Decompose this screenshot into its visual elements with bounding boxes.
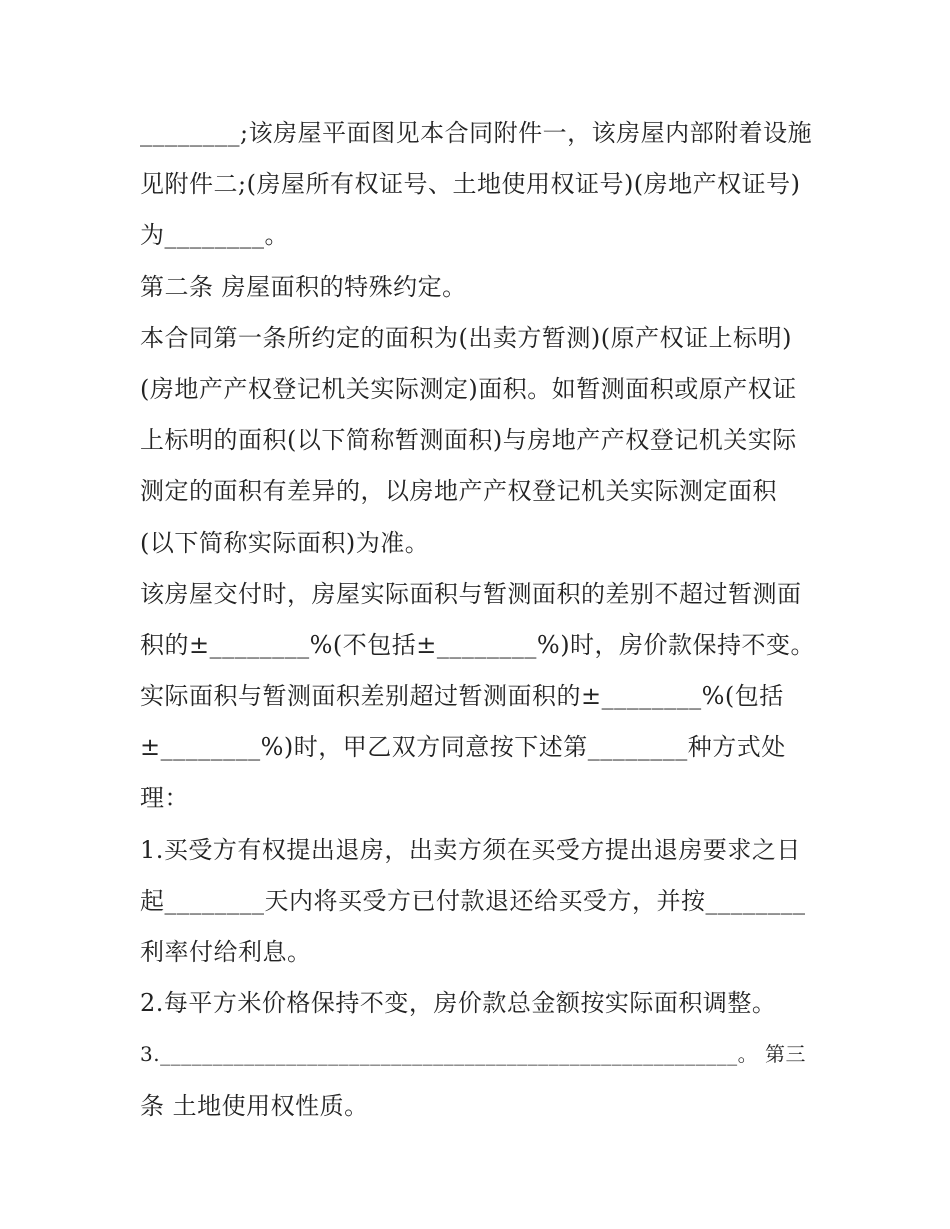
document-body xyxy=(140,108,820,1132)
section-heading: 条 土地使用权性质。 xyxy=(140,1091,369,1120)
text-line: 测定的面积有差异的，以房地产产权登记机关实际测定面积 xyxy=(140,477,777,506)
text-line: 理： xyxy=(140,784,189,813)
text-line: 利率付给利息。 xyxy=(140,938,312,966)
section-heading: 第二条 房屋面积的特殊约定。 xyxy=(140,272,467,301)
text-line: 起________天内将买受方已付款退还给买受方，并按________ xyxy=(140,886,806,915)
text-line: 积的±________%(不包括±________%)时，房价款保持不变。 xyxy=(140,630,816,659)
list-item: 3._______________________________________________________。 第三 xyxy=(140,1042,806,1067)
list-item: 2.每平方米价格保持不变，房价款总金额按实际面积调整。 xyxy=(140,989,777,1018)
text-line: ________;该房屋平面图见本合同附件一，该房屋内部附着设施 xyxy=(140,119,813,147)
text-line: (以下简称实际面积)为准。 xyxy=(140,528,430,557)
text-line: 见附件二;(房屋所有权证号、土地使用权证号)(房地产权证号) xyxy=(140,170,801,199)
text-line: 上标明的面积(以下简称暂测面积)与房地产产权登记机关实际 xyxy=(140,426,797,455)
text-line: ±________%)时，甲乙双方同意按下述第________种方式处 xyxy=(140,733,786,762)
text-line: 本合同第一条所约定的面积为(出卖方暂测)(原产权证上标明) xyxy=(140,323,792,352)
text-line: 该房屋交付时，房屋实际面积与暂测面积的差别不超过暂测面 xyxy=(140,579,802,608)
text-line: 为________。 xyxy=(140,221,289,250)
text-line: (房地产产权登记机关实际测定)面积。如暂测面积或原产权证 xyxy=(140,374,797,403)
text-line: 实际面积与暂测面积差别超过暂测面积的±________%(包括 xyxy=(140,682,784,711)
list-item: 1.买受方有权提出退房，出卖方须在买受方提出退房要求之日 xyxy=(140,835,801,864)
